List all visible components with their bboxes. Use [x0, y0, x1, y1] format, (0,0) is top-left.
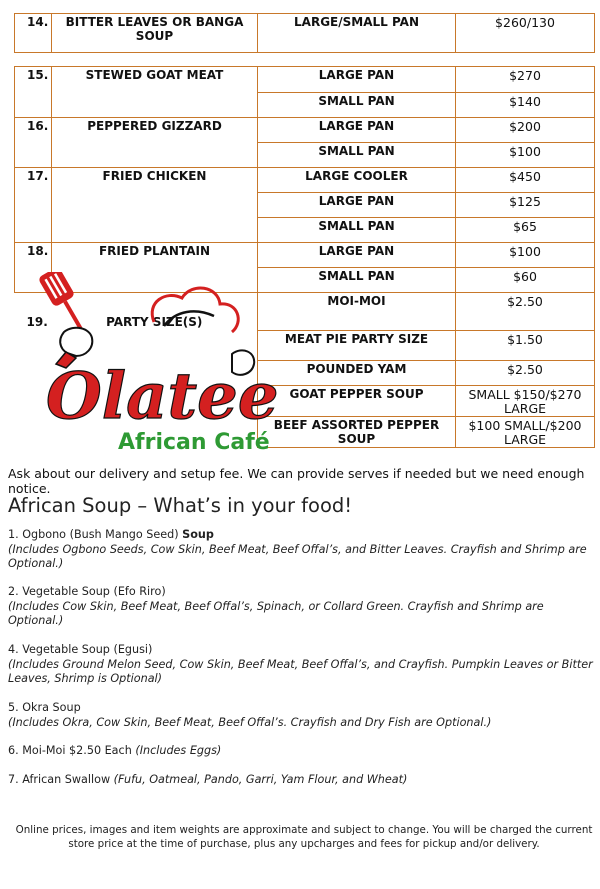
item-size: SMALL PAN — [258, 218, 456, 243]
item-size: GOAT PEPPER SOUP — [258, 386, 456, 417]
table-row — [15, 168, 595, 193]
item-price: $125 — [456, 193, 595, 218]
item-size: LARGE PAN — [258, 193, 456, 218]
table-row — [15, 14, 595, 53]
item-name: BITTER LEAVES OR BANGA SOUP — [52, 14, 258, 53]
item-size: LARGE PAN — [258, 67, 456, 93]
item-size: LARGE/SMALL PAN — [258, 14, 456, 53]
logo-wordmark: Olatee — [46, 359, 279, 434]
logo-subtitle: African Café — [118, 430, 270, 455]
item-size: BEEF ASSORTED PEPPER SOUP — [258, 417, 456, 448]
item-number: 18. — [15, 243, 52, 293]
item-price: $2.50 — [456, 361, 595, 386]
spatula-icon — [38, 272, 92, 335]
item-number: 14. — [15, 14, 52, 53]
item-price: $450 — [456, 168, 595, 193]
item-size: SMALL PAN — [258, 268, 456, 293]
item-number: 19. — [26, 315, 48, 329]
item-price: $100 SMALL/$200 LARGE — [456, 417, 595, 448]
price-table-top — [14, 13, 595, 53]
item-name: FRIED PLANTAIN — [52, 243, 258, 293]
delivery-note: Ask about our delivery and setup fee. We can provide serves if needed but we need enough notice. — [8, 466, 585, 496]
item-price: $60 — [456, 268, 595, 293]
item-size: MEAT PIE PARTY SIZE — [258, 331, 456, 361]
item-price: $200 — [456, 118, 595, 143]
item-price: $2.50 — [456, 293, 595, 331]
item-size: LARGE PAN — [258, 243, 456, 268]
item-name: STEWED GOAT MEAT — [52, 67, 258, 118]
item-number: 15. — [15, 67, 52, 118]
item-size: SMALL PAN — [258, 93, 456, 118]
list-item: 1. Ogbono (Bush Mango Seed) Soup (Includes Ogbono Seeds, Cow Skin, Beef Meat, Beef Offal’s, and Bitter Leaves. Crayfish and Shrimp are Optional.) — [8, 528, 587, 570]
list-item: 6. Moi-Moi $2.50 Each (Includes Eggs) — [8, 744, 222, 757]
section-heading: African Soup – What’s in your food! — [8, 494, 353, 517]
item-size: LARGE COOLER — [258, 168, 456, 193]
item-price: $270 — [456, 67, 595, 93]
item-name: PEPPERED GIZZARD — [52, 118, 258, 168]
list-item: 4. Vegetable Soup (Egusi) (Includes Ground Melon Seed, Cow Skin, Beef Meat, Beef Offal’s, and Crayfish. Pumpkin Leaves or Bitter Leaves, Shrimp is Optional) — [8, 643, 593, 685]
item-price: $260/130 — [456, 14, 595, 53]
item-price: $1.50 — [456, 331, 595, 361]
item-price: $100 — [456, 143, 595, 168]
item-name: FRIED CHICKEN — [52, 168, 258, 243]
table-row — [15, 67, 595, 93]
list-item: 5. Okra Soup (Includes Okra, Cow Skin, Beef Meat, Beef Offal’s. Crayfish and Dry Fish are Optional.) — [8, 701, 492, 729]
table-row — [15, 118, 595, 143]
item-size: LARGE PAN — [258, 118, 456, 143]
item-size: POUNDED YAM — [258, 361, 456, 386]
item-number: 17. — [15, 168, 52, 243]
item-size: SMALL PAN — [258, 143, 456, 168]
item-number: 16. — [15, 118, 52, 168]
chef-hat-icon — [152, 288, 238, 332]
item-size: MOI-MOI — [258, 293, 456, 331]
list-item: 7. African Swallow (Fufu, Oatmeal, Pando, Garri, Yam Flour, and Wheat) — [8, 773, 408, 786]
list-item: 2. Vegetable Soup (Efo Riro) (Includes Cow Skin, Beef Meat, Beef Offal’s, Spinach, or Collard Green. Crayfish and Shrimp are Optional.) — [8, 585, 544, 627]
item-name: PARTY SIZE(S) — [106, 315, 203, 329]
olatee-logo — [26, 272, 294, 462]
item-price: $65 — [456, 218, 595, 243]
item-price: SMALL $150/$270 LARGE — [456, 386, 595, 417]
footer-disclaimer: Online prices, images and item weights are approximate and subject to change. You will be charged the current store price at the time of purchase, plus any upcharges and fees for pickup and/or delivery. — [15, 824, 593, 850]
table-row — [15, 243, 595, 268]
item-price: $100 — [456, 243, 595, 268]
item-price: $140 — [456, 93, 595, 118]
